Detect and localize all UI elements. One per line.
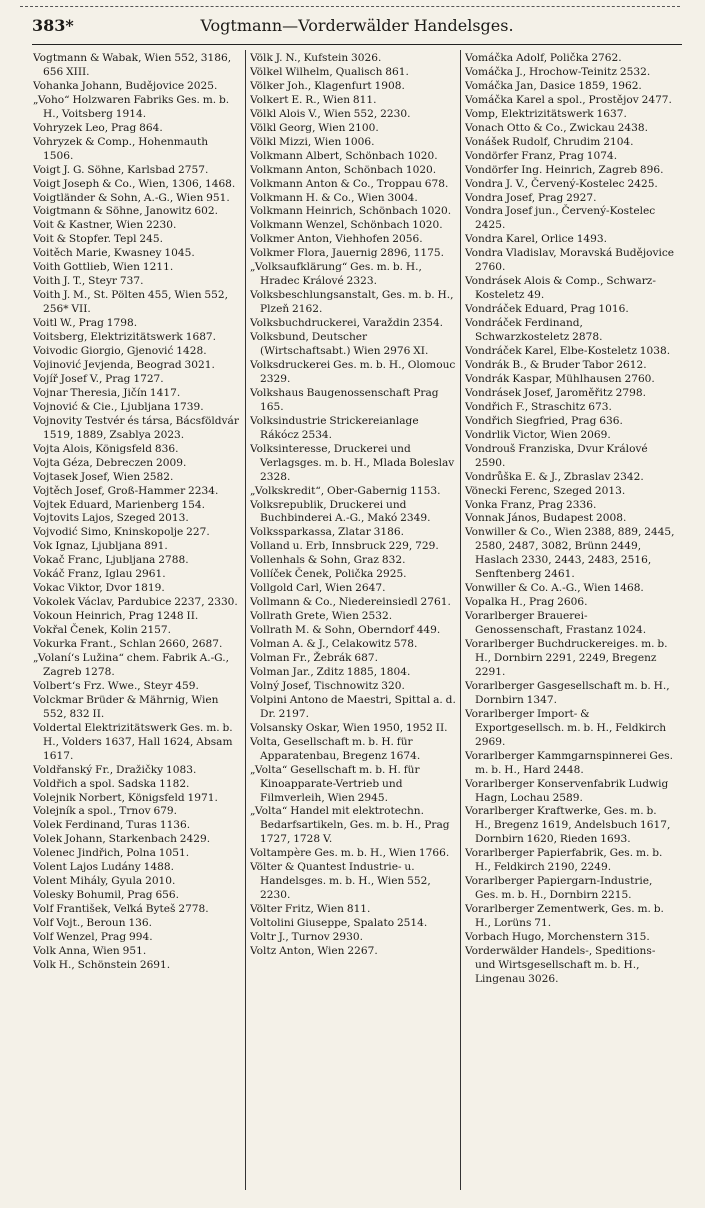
directory-entry: Vondrouš Franziska, Dvur Králové 2590. bbox=[465, 442, 648, 469]
directory-entry: Vorarlberger Papierfabrik, Ges. m. b. H., Feldkirch 2190, 2249. bbox=[465, 847, 663, 874]
page-number: 383* bbox=[32, 16, 74, 35]
directory-entry: Vokurka Frant., Schlan 2660, 2687. bbox=[33, 638, 223, 651]
directory-entry: Vondráček Eduard, Prag 1016. bbox=[465, 303, 629, 316]
directory-entry: Voivodic Giorgio, Gjenović 1428. bbox=[33, 345, 207, 358]
directory-entry: Vojíř Josef V., Prag 1727. bbox=[33, 372, 164, 385]
directory-entry: Volenec Jindřich, Polna 1051. bbox=[33, 847, 190, 860]
directory-entry: Voigt Joseph & Co., Wien, 1306, 1468. bbox=[33, 177, 236, 190]
directory-entry: Völker Joh., Klagenfurt 1908. bbox=[250, 79, 405, 92]
directory-entry: Vokáč Franz, Iglau 2961. bbox=[33, 568, 166, 581]
directory-entry: Volksbuchdruckerei, Varaždin 2354. bbox=[250, 317, 444, 330]
directory-entry: Vondrák B., & Bruder Tabor 2612. bbox=[465, 358, 647, 371]
directory-entry: Vohryzek Leo, Prag 864. bbox=[33, 121, 163, 134]
directory-entry: Voigtmann & Söhne, Janowitz 602. bbox=[33, 205, 218, 218]
top-margin-rule bbox=[20, 6, 680, 7]
directory-entry: Volsansky Oskar, Wien 1950, 1952 II. bbox=[250, 721, 448, 734]
directory-entry: Volman Fr., Žebrák 687. bbox=[250, 651, 379, 664]
directory-entry: Vollíček Čenek, Polička 2925. bbox=[250, 568, 407, 581]
directory-entry: Volek Johann, Starkenbach 2429. bbox=[33, 833, 211, 846]
directory-entry: Vorarlberger Buchdruckereiges. m. b. H., Dornbirn 2291, 2249, Bregenz 2291. bbox=[465, 638, 668, 678]
directory-entry: „Volta“ Handel mit elektrotechn. Bedarfsartikeln, Ges. m. b. H., Prag 1727, 1728 V. bbox=[250, 805, 450, 846]
directory-entry: Vonášek Rudolf, Chrudim 2104. bbox=[465, 135, 634, 148]
directory-entry: Vorarlberger Zementwerk, Ges. m. b. H., Lorüns 71. bbox=[465, 903, 664, 930]
directory-entry: Vondra Karel, Orlice 1493. bbox=[465, 233, 608, 246]
directory-entry: Voith Gottlieb, Wien 1211. bbox=[33, 261, 174, 274]
directory-entry: Voitsberg, Elektrizitätswerk 1687. bbox=[33, 331, 217, 344]
directory-entry: Vollgold Carl, Wien 2647. bbox=[250, 582, 386, 595]
directory-entry: Vondra J. V., Červený-Kostelec 2425. bbox=[465, 177, 658, 190]
directory-entry: Vomáčka Karel a spol., Prostějov 2477. bbox=[465, 93, 672, 106]
directory-entry: Völter Fritz, Wien 811. bbox=[250, 903, 371, 916]
directory-entry: Volkmann H. & Co., Wien 3004. bbox=[250, 191, 418, 204]
directory-entry: Vollenhals & Sohn, Graz 832. bbox=[250, 554, 406, 567]
directory-entry: Vogtmann & Wabak, Wien 552, 3186, 656 XIII. bbox=[33, 52, 232, 78]
directory-entry: Vorderwälder Handels-, Speditions- und Wirtsgesellschaft m. b. H., Lingenau 3026. bbox=[465, 945, 656, 985]
directory-entry: Vomp, Elektrizitätswerk 1637. bbox=[465, 107, 627, 120]
directory-entry: Vojnar Theresia, Jičín 1417. bbox=[33, 386, 181, 399]
directory-entry: Voit & Kastner, Wien 2230. bbox=[33, 219, 177, 232]
directory-entry: Vomáčka Adolf, Polička 2762. bbox=[465, 52, 622, 64]
directory-entry: Vojnovity Testvér és társa, Bácsföldvár 1519, 1889, Zsablya 2023. bbox=[33, 414, 239, 441]
directory-entry: Volman Jar., Zditz 1885, 1804. bbox=[250, 665, 411, 678]
directory-entry: „Volaní‘s Lužina“ chem. Fabrik A.-G., Zagreb 1278. bbox=[33, 651, 229, 678]
directory-entry: Voith J. T., Steyr 737. bbox=[33, 275, 144, 288]
directory-entry: Vondrák Kaspar, Mühlhausen 2760. bbox=[465, 372, 655, 385]
directory-entry: Vorarlberger Kammgarnspinnerei Ges. m. b. H., Hard 2448. bbox=[465, 749, 673, 776]
directory-entry: Volkmann Heinrich, Schönbach 1020. bbox=[250, 205, 452, 218]
directory-entry: Vonach Otto & Co., Zwickau 2438. bbox=[465, 121, 648, 134]
directory-entry: Vondra Josef, Prag 2927. bbox=[465, 191, 597, 204]
directory-entry: Vondra Vladislav, Moravská Budějovice 2760. bbox=[465, 247, 675, 274]
directory-entry: Vorarlberger Brauerei-Genossenschaft, Frastanz 1024. bbox=[465, 610, 647, 637]
directory-entry: Völkel Wilhelm, Qualisch 861. bbox=[250, 65, 409, 78]
directory-entry: Vorarlberger Kraftwerke, Ges. m. b. H., Bregenz 1619, Andelsbuch 1617, Dornbirn 1620, Rieden 1693. bbox=[465, 805, 671, 846]
directory-entry: Vomáčka Jan, Dasice 1859, 1962. bbox=[465, 79, 642, 92]
directory-entry: Vokřal Čenek, Kolin 2157. bbox=[33, 624, 172, 637]
directory-entry: „Volta“ Gesellschaft m. b. H. für Kinoapparate-Vertrieb und Filmverleih, Wien 2945. bbox=[250, 763, 420, 804]
directory-entry: Vojvodić Simo, Kninskopolje 227. bbox=[33, 526, 210, 539]
column-divider bbox=[245, 50, 246, 1190]
directory-entry: Vonwiller & Co. A.-G., Wien 1468. bbox=[465, 582, 644, 595]
directory-entry: Voldřich a spol. Sadska 1182. bbox=[33, 777, 190, 790]
directory-entry: Voigtländer & Sohn, A.-G., Wien 951. bbox=[33, 191, 230, 204]
directory-entry: Vonka Franz, Prag 2336. bbox=[465, 498, 597, 511]
directory-entry: Vondřich F., Straschitz 673. bbox=[465, 400, 612, 413]
directory-entry: Voitl W., Prag 1798. bbox=[33, 317, 138, 330]
directory-entry: Volejnik Norbert, Königsfeld 1971. bbox=[33, 791, 218, 804]
directory-entry: Vollrath M. & Sohn, Oberndorf 449. bbox=[250, 624, 441, 637]
directory-entry: Volkmann Albert, Schönbach 1020. bbox=[250, 149, 438, 162]
directory-entry: Volksdruckerei Ges. m. b. H., Olomouc 2329. bbox=[250, 358, 456, 385]
directory-entry: Volkert E. R., Wien 811. bbox=[250, 93, 377, 106]
directory-entry: Vokoun Heinrich, Prag 1248 II. bbox=[33, 610, 199, 623]
directory-entry: Vollrath Grete, Wien 2532. bbox=[250, 610, 393, 623]
directory-entry: Vondráček Ferdinand, Schwarzkosteletz 2878. bbox=[465, 317, 603, 344]
page-title: Vogtmann—Vorderwälder Handelsges. bbox=[200, 16, 514, 35]
directory-entry: Vohryzek & Comp., Hohenmauth 1506. bbox=[33, 135, 209, 162]
directory-entry: Vojtek Eduard, Marienberg 154. bbox=[33, 498, 205, 511]
directory-entry: Völk J. N., Kufstein 3026. bbox=[250, 52, 382, 64]
directory-entry: Volent Mihály, Gyula 2010. bbox=[33, 875, 176, 888]
directory-entry: Volný Josef, Tischnowitz 320. bbox=[250, 679, 405, 692]
directory-entry: Volejník a spol., Trnov 679. bbox=[33, 805, 178, 818]
directory-entry: Vojinović Jevjenda, Beograd 3021. bbox=[33, 358, 215, 371]
directory-entry: Vonnak János, Budapest 2008. bbox=[465, 512, 627, 525]
directory-entry: Vojtasek Josef, Wien 2582. bbox=[33, 470, 174, 483]
directory-entry: Volland u. Erb, Innsbruck 229, 729. bbox=[250, 540, 439, 553]
directory-entry: Voith J. M., St. Pölten 455, Wien 552, 256* VII. bbox=[33, 289, 229, 316]
directory-entry: Voldřanský Fr., Dražičky 1083. bbox=[33, 763, 197, 776]
directory-entry: Voldertal Elektrizitätswerk Ges. m. b. H., Volders 1637, Hall 1624, Absam 1617. bbox=[33, 721, 233, 762]
directory-entry: Vondrásek Alois & Comp., Schwarz-Kosteletz 49. bbox=[465, 275, 656, 302]
column-2 bbox=[250, 52, 456, 1202]
directory-entry: Volksbund, Deutscher (Wirtschaftsabt.) Wien 2976 XI. bbox=[250, 331, 429, 358]
directory-entry: Volk Anna, Wien 951. bbox=[33, 945, 147, 957]
directory-entry: Volta, Gesellschaft m. b. H. für Apparatenbau, Bregenz 1674. bbox=[250, 735, 421, 762]
directory-entry: Völkl Georg, Wien 2100. bbox=[250, 121, 379, 134]
column-3 bbox=[465, 52, 675, 1202]
directory-entry: Vojtěch Josef, Groß-Hammer 2234. bbox=[33, 484, 219, 497]
directory-entry: Vohanka Johann, Budějovice 2025. bbox=[33, 79, 218, 92]
directory-entry: Vojnović & Cie., Ljubljana 1739. bbox=[33, 400, 204, 413]
directory-entry: Vorarlberger Gasgesellschaft m. b. H., Dornbirn 1347. bbox=[465, 679, 670, 706]
directory-entry: Volksrepublik, Druckerei und Buchbinderei A.-G., Makó 2349. bbox=[250, 498, 431, 525]
directory-entry: Volksbeschlungsanstalt, Ges. m. b. H., Plzeň 2162. bbox=[250, 289, 454, 316]
directory-entry: Vondráček Karel, Elbe-Kosteletz 1038. bbox=[465, 345, 671, 358]
directory-entry: Volkmer Flora, Jauernig 2896, 1175. bbox=[250, 247, 444, 260]
directory-entry: Vondörfer Ing. Heinrich, Zagreb 896. bbox=[465, 163, 664, 176]
directory-entry: Vorarlberger Papiergarn-Industrie, Ges. m. b. H., Dornbirn 2215. bbox=[465, 875, 653, 902]
directory-entry: Vomáčka J., Hrochow-Teinitz 2532. bbox=[465, 65, 651, 78]
page-header bbox=[32, 14, 682, 38]
directory-entry: Volckmar Brüder & Mährnig, Wien 552, 832 II. bbox=[33, 693, 219, 720]
directory-entry: Volf Vojt., Beroun 136. bbox=[33, 917, 153, 930]
column-1 bbox=[33, 52, 241, 1202]
directory-entry: Volesky Bohumil, Prag 656. bbox=[33, 889, 180, 902]
directory-entry: „Volkskredit“, Ober-Gabernig 1153. bbox=[250, 484, 441, 497]
directory-entry: Volkmann Wenzel, Schönbach 1020. bbox=[250, 219, 443, 232]
directory-entry: Vorarlberger Import- & Exportgesellsch. m. b. H., Feldkirch 2969. bbox=[465, 707, 667, 748]
directory-entry: Vondrůška E. & J., Zbraslav 2342. bbox=[465, 470, 644, 483]
directory-entry: Volkshaus Baugenossenschaft Prag 165. bbox=[250, 386, 439, 413]
directory-entry: Vopalka H., Prag 2606. bbox=[465, 596, 588, 609]
directory-entry: Vondra Josef jun., Červený-Kostelec 2425. bbox=[465, 205, 656, 232]
directory-entry: Vokolek Václav, Pardubice 2237, 2330. bbox=[33, 596, 238, 609]
directory-entry: Völkl Alois V., Wien 552, 2230. bbox=[250, 107, 411, 120]
directory-entry: Voit & Stopfer. Tepl 245. bbox=[33, 233, 164, 246]
directory-entry: Vondrásek Josef, Jaroměřitz 2798. bbox=[465, 386, 646, 399]
directory-entry: Volkssparkassa, Zlatar 3186. bbox=[250, 526, 404, 539]
directory-entry: Voltampère Ges. m. b. H., Wien 1766. bbox=[250, 847, 450, 860]
directory-entry: Volman A. & J., Celakowitz 578. bbox=[250, 638, 418, 651]
directory-entry: Vok Ignaz, Ljubljana 891. bbox=[33, 540, 168, 553]
directory-entry: Volkmer Anton, Viehhofen 2056. bbox=[250, 233, 423, 246]
directory-entry: Voltolini Giuseppe, Spalato 2514. bbox=[250, 917, 428, 930]
directory-entry: Vokač Franc, Ljubljana 2788. bbox=[33, 554, 189, 567]
directory-entry: Volksindustrie Strickereianlage Rákócz 2534. bbox=[250, 414, 419, 441]
directory-entry: Volek Ferdinand, Turas 1136. bbox=[33, 819, 191, 832]
directory-entry: Vondrlik Victor, Wien 2069. bbox=[465, 428, 611, 441]
column-divider bbox=[460, 50, 461, 1190]
directory-entry: Voigt J. G. Söhne, Karlsbad 2757. bbox=[33, 163, 209, 176]
directory-entry: „Volksaufklärung“ Ges. m. b. H., Hradec Králové 2323. bbox=[250, 261, 422, 288]
directory-entry: Volksinteresse, Druckerei und Verlagsges. m. b. H., Mlada Boleslav 2328. bbox=[250, 442, 455, 483]
directory-entry: Vönecki Ferenc, Szeged 2013. bbox=[465, 484, 626, 497]
directory-entry: Volf František, Veľká Byteš 2778. bbox=[33, 903, 209, 916]
directory-entry: Volkmann Anton & Co., Troppau 678. bbox=[250, 177, 449, 190]
directory-entry: Vokac Viktor, Dvor 1819. bbox=[33, 582, 165, 595]
directory-entry: Voitěch Marie, Kwasney 1045. bbox=[33, 247, 195, 260]
directory-entry: Vonwiller & Co., Wien 2388, 889, 2445, 2580, 2487, 3082, Brünn 2449, Haslach 2330, 2443, 2483, 2516, Senftenberg 2461. bbox=[465, 526, 675, 581]
directory-entry: Vojtovits Lajos, Szeged 2013. bbox=[33, 512, 189, 525]
directory-entry: Vojta Géza, Debreczen 2009. bbox=[33, 456, 187, 469]
directory-entry: Vondřich Siegfried, Prag 636. bbox=[465, 414, 623, 427]
directory-entry: Voltr J., Turnov 2930. bbox=[250, 931, 363, 944]
directory-entry: Völkl Mizzi, Wien 1006. bbox=[250, 135, 375, 148]
directory-entry: „Voho“ Holzwaren Fabriks Ges. m. b. H., Voitsberg 1914. bbox=[33, 93, 230, 120]
directory-entry: Vorbach Hugo, Morchenstern 315. bbox=[465, 931, 650, 944]
header-rule bbox=[32, 44, 682, 45]
directory-entry: Vollmann & Co., Niedereinsiedl 2761. bbox=[250, 596, 451, 609]
directory-entry: Volkmann Anton, Schönbach 1020. bbox=[250, 163, 437, 176]
directory-entry: Völter & Quantest Industrie- u. Handelsges. m. b. H., Wien 552, 2230. bbox=[250, 861, 431, 902]
directory-entry: Voltz Anton, Wien 2267. bbox=[250, 945, 378, 957]
directory-entry: Volbert‘s Frz. Wwe., Steyr 459. bbox=[33, 679, 199, 692]
directory-entry: Vorarlberger Konservenfabrik Ludwig Hagn, Lochau 2589. bbox=[465, 777, 669, 804]
directory-entry: Volpini Antono de Maestri, Spittal a. d. Dr. 2197. bbox=[250, 693, 456, 720]
directory-entry: Volf Wenzel, Prag 994. bbox=[33, 931, 153, 944]
directory-entry: Vojta Alois, Königsfeld 836. bbox=[33, 442, 179, 455]
directory-entry: Volent Lajos Ludány 1488. bbox=[33, 861, 174, 874]
directory-entry: Vondörfer Franz, Prag 1074. bbox=[465, 149, 618, 162]
directory-entry: Volk H., Schönstein 2691. bbox=[33, 958, 171, 971]
